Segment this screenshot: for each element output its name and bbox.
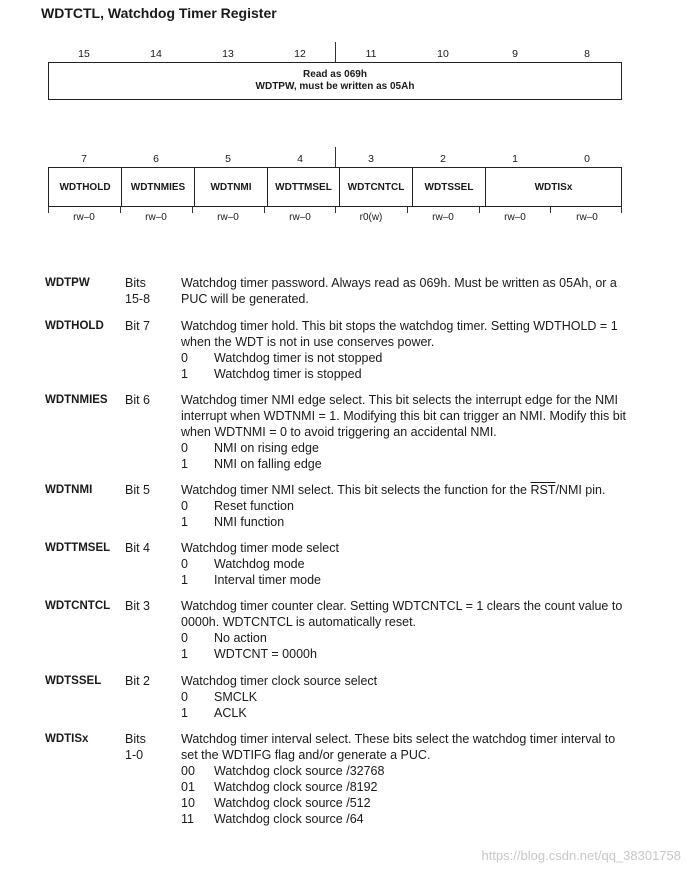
option-row: 11 Watchdog clock source /64 (181, 812, 364, 826)
option-row: 1 NMI on falling edge (181, 457, 322, 471)
bit-number-12: 12 (294, 48, 306, 60)
option-row: 1 Interval timer mode (181, 573, 321, 587)
option-row: 0 Watchdog timer is not stopped (181, 351, 383, 365)
bit-number-4: 4 (297, 153, 303, 165)
desc-bits: Bit 4 (125, 541, 151, 555)
desc-bits: Bits 15-8 (125, 276, 151, 306)
low-byte-register-box (48, 167, 622, 207)
field-wdtnmi: WDTNMI (195, 168, 268, 206)
wdtpw-write-note: WDTPW, must be written as 05Ah (255, 81, 415, 92)
access-bit-3: r0(w) (359, 212, 383, 223)
field-wdtssel: WDTSSEL (413, 168, 486, 206)
access-bit-7: rw–0 (73, 212, 95, 223)
nibble-divider-low (335, 147, 336, 167)
bit-number-5: 5 (225, 153, 231, 165)
option-row: 0 Watchdog mode (181, 557, 305, 571)
desc-text: Watchdog timer NMI edge select. This bit selects the interrupt edge for the NMI interrupt when WDTNMI = 1. Modifying this bit can trigger an NMI. Modify this bit when WDTNMI = 0 to avoid triggering an accidental NMI. 0 NMI on rising edge 1 NMI on falling edge (181, 392, 631, 472)
bit-number-10: 10 (437, 48, 449, 60)
page-title: WDTCTL, Watchdog Timer Register (41, 5, 277, 21)
desc-bits: Bit 3 (125, 599, 151, 613)
access-bit-6: rw–0 (145, 212, 167, 223)
desc-text: Watchdog timer NMI select. This bit selects the function for the $\overline{RST}$/NMI pin. 0 Reset function 1 NMI function (181, 482, 631, 530)
bit-number-13: 13 (222, 48, 234, 60)
watermark-text: https://blog.csdn.net/qq_38301758 (481, 848, 681, 863)
access-bit-2: rw–0 (432, 212, 454, 223)
wdtpw-register-box (48, 62, 622, 100)
bit-number-8: 8 (584, 48, 590, 60)
option-row: 1 WDTCNT = 0000h (181, 647, 317, 661)
bit-number-2: 2 (440, 153, 446, 165)
bit-number-14: 14 (150, 48, 162, 60)
desc-bits: Bits 1-0 (125, 732, 146, 762)
wdtpw-read-note: Read as 069h (303, 69, 367, 80)
access-bit-4: rw–0 (289, 212, 311, 223)
desc-name: WDTSSEL (45, 675, 102, 687)
desc-name: WDTNMI (45, 484, 93, 496)
desc-name: WDTISx (45, 733, 89, 745)
bit-number-15: 15 (78, 48, 90, 60)
desc-name: WDTNMIES (45, 394, 108, 406)
bit-number-9: 9 (512, 48, 518, 60)
option-row: 01 Watchdog clock source /8192 (181, 780, 378, 794)
option-row: 0 Reset function (181, 499, 294, 513)
desc-bits: Bit 2 (125, 674, 151, 688)
field-wdtisx: WDTISx (534, 181, 573, 193)
nibble-divider-high (335, 42, 336, 62)
desc-text: Watchdog timer hold. This bit stops the watchdog timer. Setting WDTHOLD = 1 when the WDT is not in use conserves power. 0 Watchdog timer is not stopped 1 Watchdog timer is stopped (181, 318, 631, 382)
desc-name: WDTCNTCL (45, 600, 111, 612)
desc-name: WDTPW (45, 277, 90, 289)
field-wdtnmies: WDTNMIES (122, 168, 195, 206)
desc-name: WDTTMSEL (45, 542, 111, 554)
desc-bits: Bit 6 (125, 393, 151, 407)
rst-overline: $\overline{RST}$ (530, 483, 556, 497)
option-row: 1 NMI function (181, 515, 285, 529)
bit-number-1: 1 (512, 153, 518, 165)
desc-text: Watchdog timer mode select 0 Watchdog mode 1 Interval timer mode (181, 540, 631, 588)
option-row: 10 Watchdog clock source /512 (181, 796, 371, 810)
field-wdthold: WDTHOLD (49, 168, 122, 206)
field-wdtcntcl: WDTCNTCL (340, 168, 413, 206)
access-bit-0: rw–0 (576, 212, 598, 223)
bit-number-7: 7 (81, 153, 87, 165)
field-wdttmsel: WDTTMSEL (268, 168, 340, 206)
option-row: 00 Watchdog clock source /32768 (181, 764, 385, 778)
option-row: 1 ACLK (181, 706, 247, 720)
bit-number-6: 6 (153, 153, 159, 165)
access-bit-5: rw–0 (217, 212, 239, 223)
bit-number-3: 3 (368, 153, 374, 165)
option-row: 0 SMCLK (181, 690, 258, 704)
access-bit-1: rw–0 (504, 212, 526, 223)
option-row: 0 No action (181, 631, 267, 645)
desc-text: Watchdog timer interval select. These bits select the watchdog timer interval to set the WDTIFG flag and/or generate a PUC. 00 Watchdog clock source /32768 01 Watchdog clock source /8192 10 Watchdog clock source /512 11 Watchdog clock source /64 (181, 731, 631, 827)
desc-text: Watchdog timer clock source select 0 SMCLK 1 ACLK (181, 673, 631, 721)
bit-number-11: 11 (365, 48, 377, 60)
bit-number-0: 0 (584, 153, 590, 165)
desc-text: Watchdog timer counter clear. Setting WDTCNTCL = 1 clears the count value to 0000h. WDTCNTCL is automatically reset. 0 No action 1 WDTCNT = 0000h (181, 598, 631, 662)
desc-name: WDTHOLD (45, 320, 104, 332)
desc-bits: Bit 7 (125, 319, 151, 333)
desc-bits: Bit 5 (125, 483, 151, 497)
option-row: 0 NMI on rising edge (181, 441, 319, 455)
option-row: 1 Watchdog timer is stopped (181, 367, 362, 381)
desc-text: Watchdog timer password. Always read as 069h. Must be written as 05Ah, or a PUC will be generated. (181, 276, 617, 306)
